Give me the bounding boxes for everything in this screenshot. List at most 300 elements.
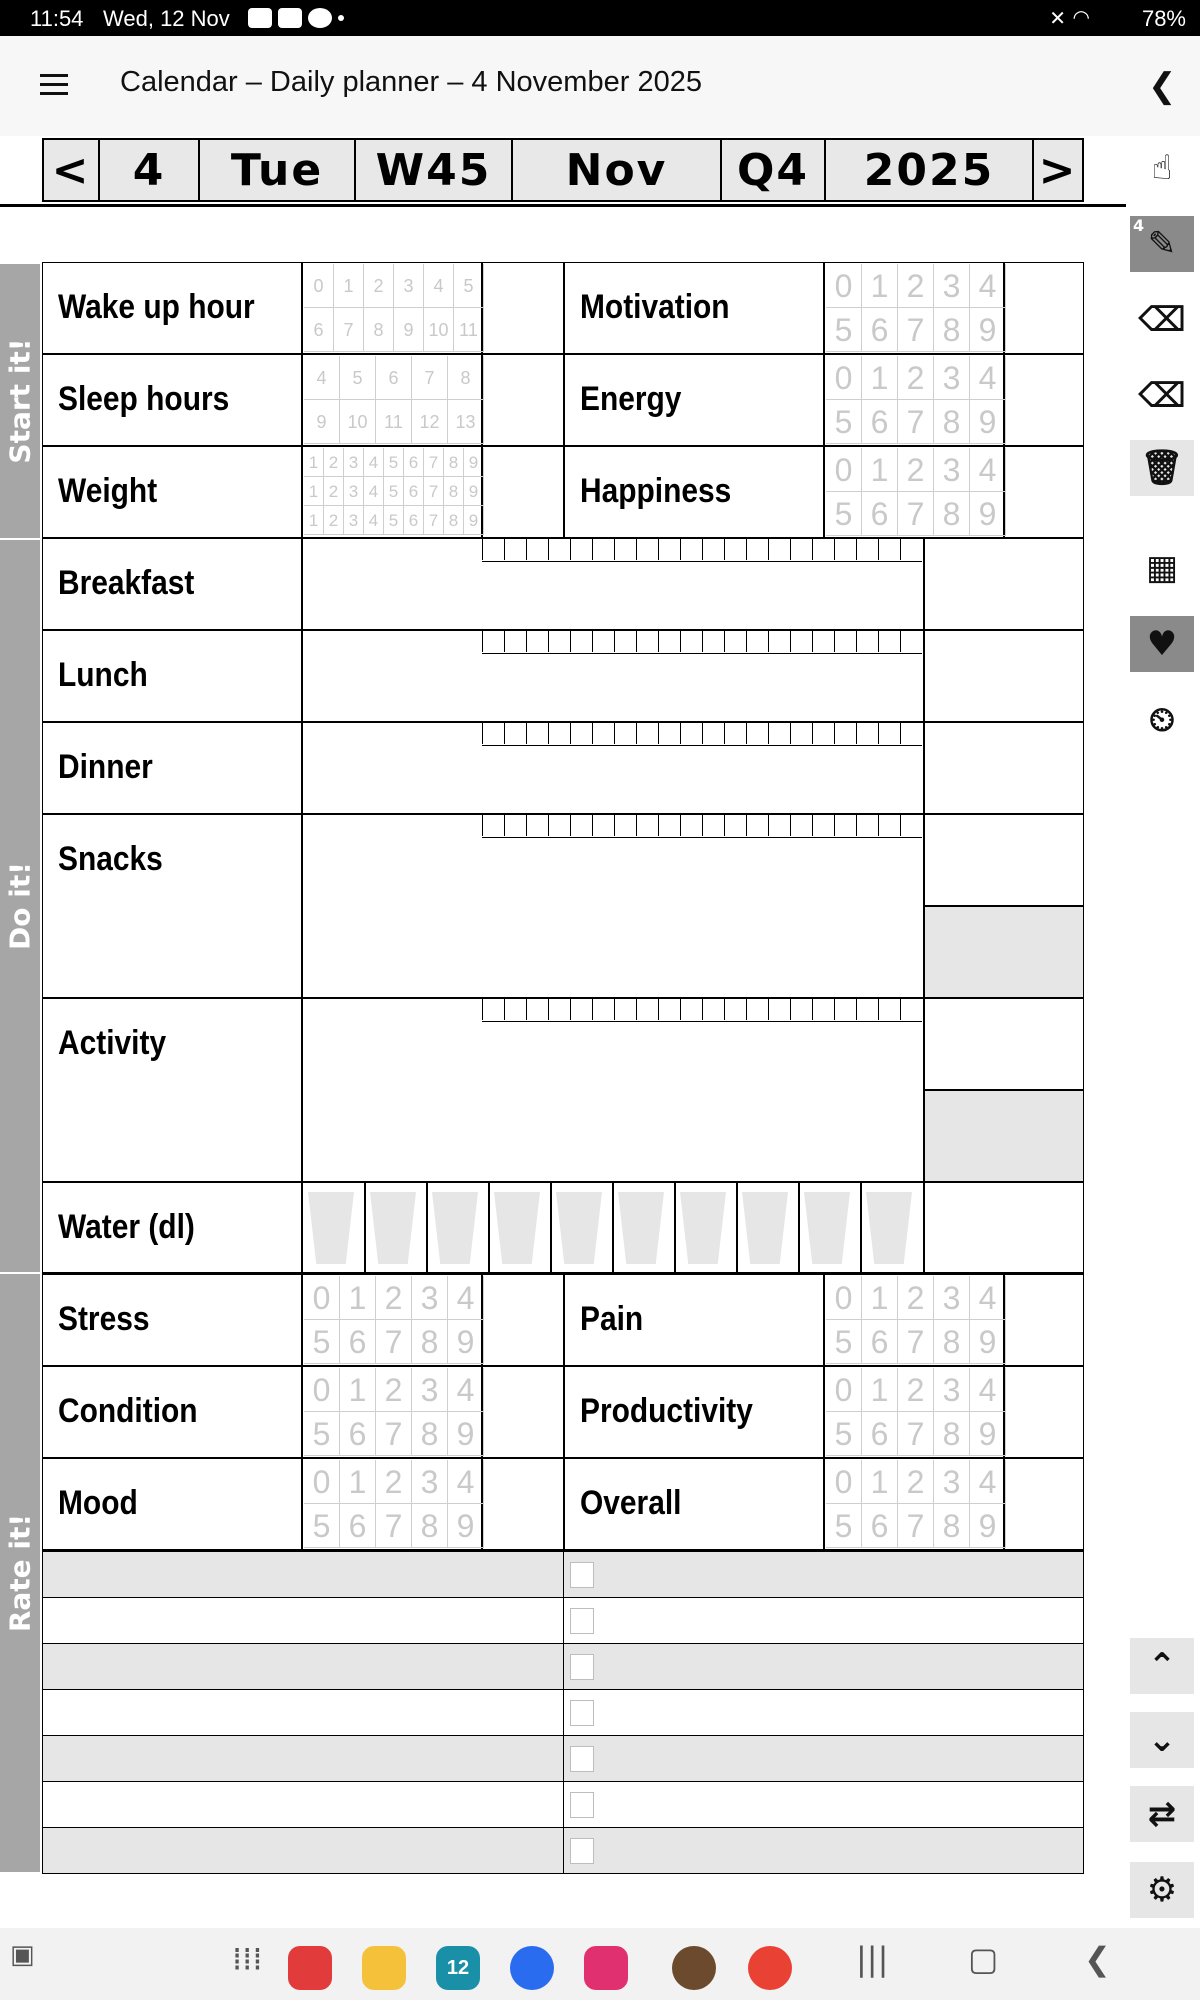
energy-value[interactable] xyxy=(1004,354,1084,446)
condition-bottom-option[interactable]: 6 xyxy=(340,1412,376,1456)
todo-text-field[interactable] xyxy=(40,1736,564,1782)
recent-apps-icon[interactable]: ||| xyxy=(856,1940,889,1978)
productivity-bottom-option[interactable]: 5 xyxy=(826,1412,862,1456)
day-field[interactable]: 4 xyxy=(98,138,198,202)
productivity-top-option[interactable]: 4 xyxy=(970,1368,1006,1412)
portion-tick[interactable] xyxy=(812,998,834,1020)
weekday-field[interactable]: Tue xyxy=(198,138,354,202)
portion-tick[interactable] xyxy=(614,998,636,1020)
portion-tick[interactable] xyxy=(526,722,548,744)
wake-bottom-option[interactable]: 7 xyxy=(334,308,364,352)
productivity-value[interactable] xyxy=(1004,1366,1084,1458)
sleep-bottom-option[interactable]: 9 xyxy=(304,400,340,444)
todo-checkbox[interactable] xyxy=(570,1838,594,1864)
overall-top-option[interactable]: 4 xyxy=(970,1460,1006,1504)
pain-top-option[interactable]: 2 xyxy=(898,1276,934,1320)
lunch-portion-ticks[interactable] xyxy=(482,630,922,654)
happiness-top-option[interactable]: 2 xyxy=(898,448,934,492)
todo-checkbox[interactable] xyxy=(570,1746,594,1772)
eraser-history-icon[interactable]: ⌫ xyxy=(1130,368,1194,424)
overall-bottom-option[interactable]: 8 xyxy=(934,1504,970,1548)
happiness-bottom-option[interactable]: 6 xyxy=(862,492,898,536)
swap-icon[interactable]: ⇄ xyxy=(1130,1786,1194,1842)
motivation-bottom-option[interactable]: 6 xyxy=(862,308,898,352)
condition-value[interactable] xyxy=(482,1366,564,1458)
weight-digit-option[interactable]: 2 xyxy=(324,477,344,506)
condition-top-option[interactable]: 4 xyxy=(448,1368,484,1412)
weight-digit-option[interactable]: 7 xyxy=(424,506,444,535)
overall-top-option[interactable]: 3 xyxy=(934,1460,970,1504)
breakfast-portion-ticks[interactable] xyxy=(482,538,922,562)
happiness-bottom-option[interactable]: 7 xyxy=(898,492,934,536)
weight-digit-option[interactable]: 4 xyxy=(364,448,384,477)
condition-top-option[interactable]: 2 xyxy=(376,1368,412,1412)
portion-tick[interactable] xyxy=(702,630,724,652)
weight-digit-option[interactable]: 6 xyxy=(404,448,424,477)
portion-tick[interactable] xyxy=(658,814,680,836)
pain-bottom-option[interactable]: 6 xyxy=(862,1320,898,1364)
todo-text-field[interactable] xyxy=(40,1598,564,1644)
overall-top-option[interactable]: 1 xyxy=(862,1460,898,1504)
weight-digit-option[interactable]: 8 xyxy=(444,448,464,477)
portion-tick[interactable] xyxy=(680,538,702,560)
motivation-top-option[interactable]: 2 xyxy=(898,264,934,308)
home-icon[interactable]: ▢ xyxy=(968,1940,999,1978)
pain-top-option[interactable]: 0 xyxy=(826,1276,862,1320)
weight-digit-option[interactable]: 5 xyxy=(384,477,404,506)
portion-tick[interactable] xyxy=(614,538,636,560)
snacks-notes-area[interactable] xyxy=(302,814,924,998)
back-nav-icon[interactable]: ❮ xyxy=(1084,1940,1111,1978)
portion-tick[interactable] xyxy=(834,538,856,560)
motivation-value[interactable] xyxy=(1004,262,1084,354)
condition-bottom-option[interactable]: 8 xyxy=(412,1412,448,1456)
portion-tick[interactable] xyxy=(636,538,658,560)
portion-tick[interactable] xyxy=(592,630,614,652)
portion-tick[interactable] xyxy=(570,998,592,1020)
stress-bottom-option[interactable]: 6 xyxy=(340,1320,376,1364)
portion-tick[interactable] xyxy=(746,722,768,744)
wake-top-option[interactable]: 2 xyxy=(364,264,394,308)
wake-top-option[interactable]: 3 xyxy=(394,264,424,308)
pain-bottom-option[interactable]: 9 xyxy=(970,1320,1006,1364)
energy-bottom-option[interactable]: 5 xyxy=(826,400,862,444)
weight-digit-option[interactable]: 5 xyxy=(384,448,404,477)
pain-top-option[interactable]: 3 xyxy=(934,1276,970,1320)
motivation-top-option[interactable]: 4 xyxy=(970,264,1006,308)
stress-bottom-option[interactable]: 5 xyxy=(304,1320,340,1364)
trash-icon[interactable]: 🗑 xyxy=(1130,440,1194,496)
portion-tick[interactable] xyxy=(790,998,812,1020)
pain-bottom-option[interactable]: 8 xyxy=(934,1320,970,1364)
snacks-portion-ticks[interactable] xyxy=(482,814,922,838)
condition-top-option[interactable]: 0 xyxy=(304,1368,340,1412)
mood-top-option[interactable]: 4 xyxy=(448,1460,484,1504)
overall-top-option[interactable]: 0 xyxy=(826,1460,862,1504)
portion-tick[interactable] xyxy=(482,538,504,560)
sleep-bottom-option[interactable]: 13 xyxy=(448,400,484,444)
portion-tick[interactable] xyxy=(878,814,900,836)
condition-bottom-option[interactable]: 5 xyxy=(304,1412,340,1456)
portion-tick[interactable] xyxy=(702,722,724,744)
wake-top-option[interactable]: 1 xyxy=(334,264,364,308)
sleep-top-option[interactable]: 6 xyxy=(376,356,412,400)
stress-bottom-option[interactable]: 7 xyxy=(376,1320,412,1364)
wake-bottom-option[interactable]: 8 xyxy=(364,308,394,352)
portion-tick[interactable] xyxy=(812,814,834,836)
stress-top-option[interactable]: 2 xyxy=(376,1276,412,1320)
portion-tick[interactable] xyxy=(504,998,526,1020)
health-heart-icon[interactable]: ♥ xyxy=(1130,616,1194,672)
portion-tick[interactable] xyxy=(768,998,790,1020)
happiness-top-option[interactable]: 4 xyxy=(970,448,1006,492)
touch-mode-icon[interactable]: ☝ xyxy=(1130,140,1194,196)
todo-text-field[interactable] xyxy=(40,1644,564,1690)
weight-digit-option[interactable]: 7 xyxy=(424,448,444,477)
portion-tick[interactable] xyxy=(526,998,548,1020)
productivity-bottom-option[interactable]: 9 xyxy=(970,1412,1006,1456)
portion-tick[interactable] xyxy=(548,998,570,1020)
portion-tick[interactable] xyxy=(900,630,922,652)
motivation-bottom-option[interactable]: 8 xyxy=(934,308,970,352)
portion-tick[interactable] xyxy=(570,630,592,652)
portion-tick[interactable] xyxy=(526,630,548,652)
year-field[interactable]: 2025 xyxy=(824,138,1032,202)
weight-digit-option[interactable]: 6 xyxy=(404,506,424,535)
happiness-bottom-option[interactable]: 9 xyxy=(970,492,1006,536)
weight-digit-option[interactable]: 9 xyxy=(464,506,484,535)
sleep-top-option[interactable]: 8 xyxy=(448,356,484,400)
portion-tick[interactable] xyxy=(856,814,878,836)
stress-top-option[interactable]: 1 xyxy=(340,1276,376,1320)
portion-tick[interactable] xyxy=(856,722,878,744)
wake-bottom-option[interactable]: 11 xyxy=(454,308,484,352)
portion-tick[interactable] xyxy=(812,722,834,744)
pain-bottom-option[interactable]: 5 xyxy=(826,1320,862,1364)
productivity-top-option[interactable]: 3 xyxy=(934,1368,970,1412)
condition-bottom-option[interactable]: 7 xyxy=(376,1412,412,1456)
snacks-side-cell[interactable] xyxy=(924,814,1084,906)
portion-tick[interactable] xyxy=(482,814,504,836)
energy-bottom-option[interactable]: 9 xyxy=(970,400,1006,444)
portion-tick[interactable] xyxy=(724,814,746,836)
energy-top-option[interactable]: 4 xyxy=(970,356,1006,400)
portion-tick[interactable] xyxy=(548,538,570,560)
weight-digit-option[interactable]: 8 xyxy=(444,506,464,535)
portion-tick[interactable] xyxy=(636,998,658,1020)
happiness-top-option[interactable]: 1 xyxy=(862,448,898,492)
mood-top-option[interactable]: 0 xyxy=(304,1460,340,1504)
todo-checkbox[interactable] xyxy=(570,1654,594,1680)
portion-tick[interactable] xyxy=(856,998,878,1020)
portion-tick[interactable] xyxy=(680,814,702,836)
pain-top-option[interactable]: 1 xyxy=(862,1276,898,1320)
portion-tick[interactable] xyxy=(834,722,856,744)
portion-tick[interactable] xyxy=(900,538,922,560)
wake-top-option[interactable]: 5 xyxy=(454,264,484,308)
portion-tick[interactable] xyxy=(702,998,724,1020)
portion-tick[interactable] xyxy=(856,630,878,652)
wake-bottom-option[interactable]: 10 xyxy=(424,308,454,352)
wake-top-option[interactable]: 0 xyxy=(304,264,334,308)
pain-bottom-option[interactable]: 7 xyxy=(898,1320,934,1364)
portion-tick[interactable] xyxy=(592,722,614,744)
stress-bottom-option[interactable]: 8 xyxy=(412,1320,448,1364)
portion-tick[interactable] xyxy=(724,630,746,652)
weight-digit-option[interactable]: 3 xyxy=(344,506,364,535)
mood-bottom-option[interactable]: 8 xyxy=(412,1504,448,1548)
portion-tick[interactable] xyxy=(724,998,746,1020)
overall-bottom-option[interactable]: 5 xyxy=(826,1504,862,1548)
messages-app-icon[interactable] xyxy=(510,1946,554,1990)
todo-checkbox[interactable] xyxy=(570,1562,594,1588)
portion-tick[interactable] xyxy=(482,630,504,652)
portion-tick[interactable] xyxy=(746,998,768,1020)
portion-tick[interactable] xyxy=(724,722,746,744)
stress-bottom-option[interactable]: 9 xyxy=(448,1320,484,1364)
quarter-field[interactable]: Q4 xyxy=(720,138,824,202)
portion-tick[interactable] xyxy=(702,538,724,560)
sleep-bottom-option[interactable]: 10 xyxy=(340,400,376,444)
portion-tick[interactable] xyxy=(504,814,526,836)
wake_up-value[interactable] xyxy=(482,262,564,354)
happiness-top-option[interactable]: 3 xyxy=(934,448,970,492)
todo-checkbox[interactable] xyxy=(570,1700,594,1726)
stress-top-option[interactable]: 3 xyxy=(412,1276,448,1320)
portion-tick[interactable] xyxy=(768,722,790,744)
pen-tool-icon[interactable]: 4 ✎ xyxy=(1130,216,1194,272)
weight-digit-option[interactable]: 3 xyxy=(344,477,364,506)
wake-top-option[interactable]: 4 xyxy=(424,264,454,308)
portion-tick[interactable] xyxy=(548,630,570,652)
next-day-button[interactable]: > xyxy=(1032,138,1084,202)
portion-tick[interactable] xyxy=(900,722,922,744)
portion-tick[interactable] xyxy=(592,538,614,560)
portion-tick[interactable] xyxy=(680,722,702,744)
apps-grid-icon[interactable]: ⁞⁞⁞ xyxy=(232,1940,263,1978)
portion-tick[interactable] xyxy=(570,722,592,744)
motivation-bottom-option[interactable]: 5 xyxy=(826,308,862,352)
todo-text-field[interactable] xyxy=(40,1552,564,1598)
portion-tick[interactable] xyxy=(526,814,548,836)
weight-digit-option[interactable]: 4 xyxy=(364,506,384,535)
activity-portion-ticks[interactable] xyxy=(482,998,922,1022)
portion-tick[interactable] xyxy=(878,630,900,652)
portion-tick[interactable] xyxy=(790,538,812,560)
calendar-icon[interactable]: ▦ xyxy=(1130,540,1194,596)
happiness-top-option[interactable]: 0 xyxy=(826,448,862,492)
notes-app-icon[interactable] xyxy=(288,1946,332,1990)
portion-tick[interactable] xyxy=(834,630,856,652)
portion-tick[interactable] xyxy=(768,814,790,836)
portion-tick[interactable] xyxy=(482,998,504,1020)
overall-bottom-option[interactable]: 9 xyxy=(970,1504,1006,1548)
portion-tick[interactable] xyxy=(592,998,614,1020)
activity-side-cell[interactable] xyxy=(924,998,1084,1090)
motivation-top-option[interactable]: 0 xyxy=(826,264,862,308)
productivity-bottom-option[interactable]: 8 xyxy=(934,1412,970,1456)
weight-digit-option[interactable]: 1 xyxy=(304,448,324,477)
portion-tick[interactable] xyxy=(746,814,768,836)
portion-tick[interactable] xyxy=(878,998,900,1020)
productivity-top-option[interactable]: 1 xyxy=(862,1368,898,1412)
weight-digit-option[interactable]: 2 xyxy=(324,448,344,477)
files-app-icon[interactable] xyxy=(362,1946,406,1990)
motivation-bottom-option[interactable]: 7 xyxy=(898,308,934,352)
todo-text-field[interactable] xyxy=(40,1690,564,1736)
happiness-bottom-option[interactable]: 5 xyxy=(826,492,862,536)
portion-tick[interactable] xyxy=(526,538,548,560)
todo-checkbox[interactable] xyxy=(570,1608,594,1634)
mood-top-option[interactable]: 1 xyxy=(340,1460,376,1504)
portion-tick[interactable] xyxy=(614,722,636,744)
mood-bottom-option[interactable]: 5 xyxy=(304,1504,340,1548)
energy-top-option[interactable]: 2 xyxy=(898,356,934,400)
motivation-top-option[interactable]: 3 xyxy=(934,264,970,308)
productivity-top-option[interactable]: 0 xyxy=(826,1368,862,1412)
pain-value[interactable] xyxy=(1004,1274,1084,1366)
portion-tick[interactable] xyxy=(658,538,680,560)
portion-tick[interactable] xyxy=(658,998,680,1020)
chrome-app-icon[interactable] xyxy=(748,1946,792,1990)
portion-tick[interactable] xyxy=(614,630,636,652)
overall-top-option[interactable]: 2 xyxy=(898,1460,934,1504)
energy-top-option[interactable]: 0 xyxy=(826,356,862,400)
weight-digit-option[interactable]: 2 xyxy=(324,506,344,535)
scroll-down-icon[interactable]: ⌄ xyxy=(1130,1712,1194,1768)
mood-bottom-option[interactable]: 7 xyxy=(376,1504,412,1548)
weight-digit-option[interactable]: 9 xyxy=(464,477,484,506)
portion-tick[interactable] xyxy=(724,538,746,560)
dinner-side-cell[interactable] xyxy=(924,722,1084,814)
happiness-value[interactable] xyxy=(1004,446,1084,538)
weight-value[interactable] xyxy=(482,446,564,538)
portion-tick[interactable] xyxy=(658,722,680,744)
stress-top-option[interactable]: 0 xyxy=(304,1276,340,1320)
condition-top-option[interactable]: 1 xyxy=(340,1368,376,1412)
mood-bottom-option[interactable]: 9 xyxy=(448,1504,484,1548)
sleep-value[interactable] xyxy=(482,354,564,446)
weight-digit-option[interactable]: 4 xyxy=(364,477,384,506)
portion-tick[interactable] xyxy=(790,630,812,652)
energy-bottom-option[interactable]: 6 xyxy=(862,400,898,444)
portion-tick[interactable] xyxy=(570,814,592,836)
overall-bottom-option[interactable]: 7 xyxy=(898,1504,934,1548)
weight-digit-option[interactable]: 3 xyxy=(344,448,364,477)
sleep-top-option[interactable]: 4 xyxy=(304,356,340,400)
condition-bottom-option[interactable]: 9 xyxy=(448,1412,484,1456)
lunch-side-cell[interactable] xyxy=(924,630,1084,722)
todo-text-field[interactable] xyxy=(40,1782,564,1828)
energy-top-option[interactable]: 3 xyxy=(934,356,970,400)
activity-notes-area[interactable] xyxy=(302,998,924,1182)
wake-bottom-option[interactable]: 9 xyxy=(394,308,424,352)
back-chevron-icon[interactable]: ❮ xyxy=(1148,67,1177,105)
portion-tick[interactable] xyxy=(636,630,658,652)
motivation-top-option[interactable]: 1 xyxy=(862,264,898,308)
stress-value[interactable] xyxy=(482,1274,564,1366)
energy-top-option[interactable]: 1 xyxy=(862,356,898,400)
mood-top-option[interactable]: 2 xyxy=(376,1460,412,1504)
productivity-top-option[interactable]: 2 xyxy=(898,1368,934,1412)
portion-tick[interactable] xyxy=(834,814,856,836)
portion-tick[interactable] xyxy=(768,630,790,652)
wake-bottom-option[interactable]: 6 xyxy=(304,308,334,352)
calendar-app-icon[interactable]: 12 xyxy=(436,1946,480,1990)
portion-tick[interactable] xyxy=(504,630,526,652)
productivity-bottom-option[interactable]: 6 xyxy=(862,1412,898,1456)
settings-gear-icon[interactable]: ⚙ xyxy=(1130,1862,1194,1918)
weight-digit-option[interactable]: 8 xyxy=(444,477,464,506)
motivation-bottom-option[interactable]: 9 xyxy=(970,308,1006,352)
weight-digit-option[interactable]: 9 xyxy=(464,448,484,477)
portion-tick[interactable] xyxy=(790,722,812,744)
weight-digit-option[interactable]: 1 xyxy=(304,506,324,535)
sleep-top-option[interactable]: 5 xyxy=(340,356,376,400)
energy-bottom-option[interactable]: 8 xyxy=(934,400,970,444)
portion-tick[interactable] xyxy=(812,630,834,652)
portion-tick[interactable] xyxy=(746,630,768,652)
breakfast-side-cell[interactable] xyxy=(924,538,1084,630)
week-field[interactable]: W45 xyxy=(354,138,511,202)
energy-bottom-option[interactable]: 7 xyxy=(898,400,934,444)
portion-tick[interactable] xyxy=(570,538,592,560)
mood-bottom-option[interactable]: 6 xyxy=(340,1504,376,1548)
overall-value[interactable] xyxy=(1004,1458,1084,1550)
portion-tick[interactable] xyxy=(504,722,526,744)
weight-digit-option[interactable]: 1 xyxy=(304,477,324,506)
water-side-cell[interactable] xyxy=(924,1182,1084,1274)
game-app-icon[interactable] xyxy=(672,1946,716,1990)
portion-tick[interactable] xyxy=(548,814,570,836)
portion-tick[interactable] xyxy=(878,722,900,744)
camera-app-icon[interactable] xyxy=(584,1946,628,1990)
mood-top-option[interactable]: 3 xyxy=(412,1460,448,1504)
weight-digit-option[interactable]: 6 xyxy=(404,477,424,506)
portion-tick[interactable] xyxy=(702,814,724,836)
productivity-bottom-option[interactable]: 7 xyxy=(898,1412,934,1456)
month-field[interactable]: Nov xyxy=(511,138,720,202)
sleep-bottom-option[interactable]: 12 xyxy=(412,400,448,444)
weight-digit-option[interactable]: 7 xyxy=(424,477,444,506)
sleep-top-option[interactable]: 7 xyxy=(412,356,448,400)
pain-top-option[interactable]: 4 xyxy=(970,1276,1006,1320)
menu-icon[interactable] xyxy=(40,74,68,96)
portion-tick[interactable] xyxy=(746,538,768,560)
todo-text-field[interactable] xyxy=(40,1828,564,1874)
prev-day-button[interactable]: < xyxy=(42,138,98,202)
portion-tick[interactable] xyxy=(900,814,922,836)
portion-tick[interactable] xyxy=(768,538,790,560)
portion-tick[interactable] xyxy=(900,998,922,1020)
sleep-bottom-option[interactable]: 11 xyxy=(376,400,412,444)
mood-value[interactable] xyxy=(482,1458,564,1550)
happiness-bottom-option[interactable]: 8 xyxy=(934,492,970,536)
portion-tick[interactable] xyxy=(680,998,702,1020)
scroll-up-icon[interactable]: ⌃ xyxy=(1130,1638,1194,1694)
portion-tick[interactable] xyxy=(548,722,570,744)
portion-tick[interactable] xyxy=(878,538,900,560)
taskbar-toggle-icon[interactable]: ▣ xyxy=(10,1940,35,1970)
portion-tick[interactable] xyxy=(856,538,878,560)
portion-tick[interactable] xyxy=(658,630,680,652)
todo-checkbox[interactable] xyxy=(570,1792,594,1818)
dinner-portion-ticks[interactable] xyxy=(482,722,922,746)
portion-tick[interactable] xyxy=(790,814,812,836)
portion-tick[interactable] xyxy=(614,814,636,836)
portion-tick[interactable] xyxy=(834,998,856,1020)
portion-tick[interactable] xyxy=(636,814,658,836)
